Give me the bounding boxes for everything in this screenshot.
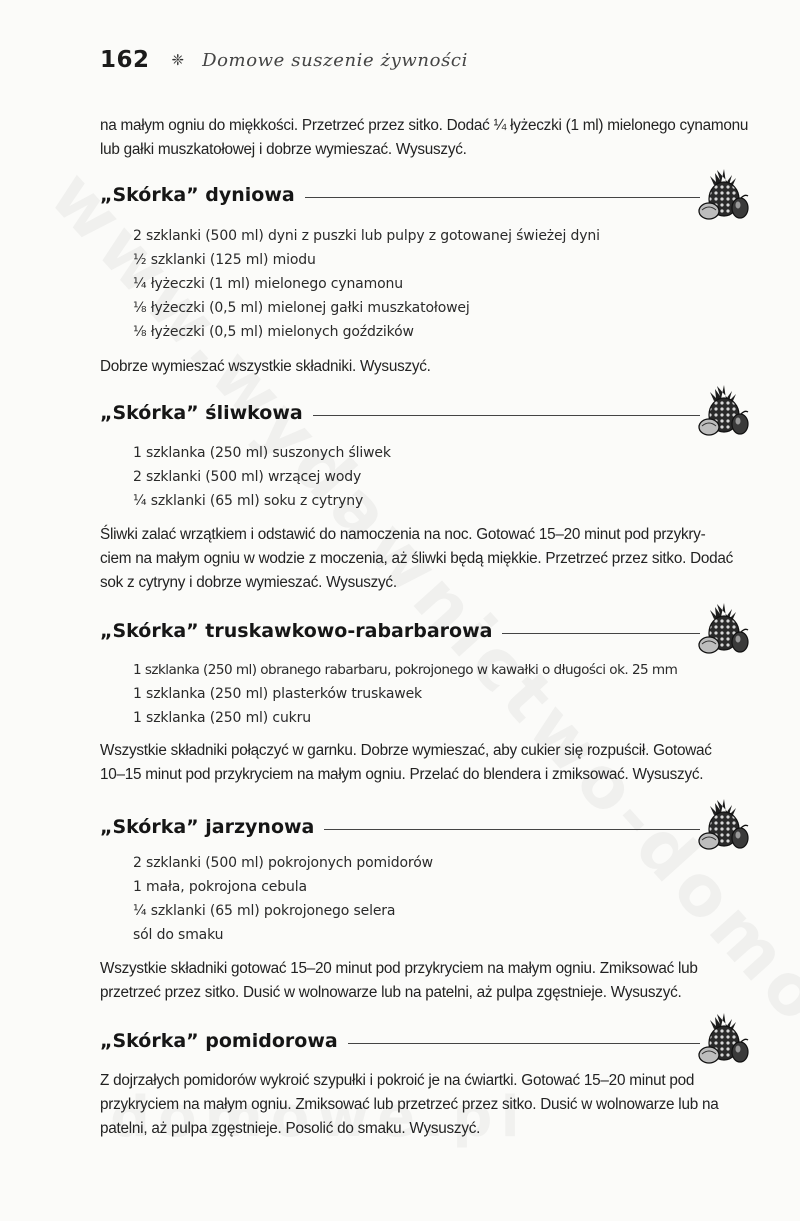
section-heading: „Skórka” truskawkowo-rabarbarowa	[100, 620, 493, 642]
text-line: Z dojrzałych pomidorów wykroić szypułki i pokroić je na ćwiartki. Gotować 15–20 minut pod	[100, 1072, 695, 1089]
text-line: Dobrze wymieszać wszystkie składniki. Wysuszyć.	[100, 358, 431, 375]
ornament-icon: ❈	[171, 52, 185, 69]
text-line: ciem na małym ogniu w wodzie z moczenia, aż śliwki będą miękkie. Przetrzeć przez sitko. Dodać	[100, 550, 734, 567]
heading-rule	[324, 829, 700, 830]
ingredient-item: ⅛ łyżeczki (0,5 ml) mielonych goździków	[133, 324, 414, 340]
method-paragraph	[100, 957, 750, 1005]
fruit-icon	[695, 1010, 753, 1066]
ingredient-item: ½ szklanki (125 ml) miodu	[133, 252, 316, 268]
method-paragraph	[100, 355, 750, 379]
running-header	[100, 42, 468, 78]
section-heading: „Skórka” dyniowa	[100, 184, 295, 206]
section-title-jarzynowa	[100, 816, 700, 838]
fruit-icon	[695, 382, 753, 438]
ingredients-list	[133, 851, 753, 947]
page-number: 162	[100, 47, 150, 73]
text-line: przykryciem na małym ogniu. Zmiksować lub przetrzeć przez sitko. Dusić w wolnowarze lub na	[100, 1096, 719, 1113]
ingredient-item: 2 szklanki (500 ml) pokrojonych pomidorów	[133, 855, 433, 871]
text-line: sok z cytryny i dobrze wymieszać. Wysuszyć.	[100, 574, 397, 591]
section-title-sliwkowa	[100, 402, 700, 424]
section-heading: „Skórka” pomidorowa	[100, 1030, 338, 1052]
ingredient-item: sól do smaku	[133, 927, 224, 943]
ingredient-item: 2 szklanki (500 ml) wrzącej wody	[133, 469, 362, 485]
text-line: lub gałki muszkatołowej i dobrze wymieszać. Wysuszyć.	[100, 141, 467, 158]
fruit-icon	[695, 600, 753, 656]
section-title-truskawkowo-rabarbarowa	[100, 620, 700, 642]
ingredient-item: ¼ szklanki (65 ml) pokrojonego selera	[133, 903, 396, 919]
text-line: Wszystkie składniki połączyć w garnku. Dobrze wymieszać, aby cukier się rozpuścił. Gotować	[100, 742, 712, 759]
section-title-dyniowa	[100, 184, 700, 206]
text-line: 10–15 minut pod przykryciem na małym ogniu. Przelać do blendera i zmiksować. Wysuszyć.	[100, 766, 704, 783]
text-line: patelni, aż pulpa zgęstnieje. Posolić do smaku. Wysuszyć.	[100, 1120, 481, 1137]
heading-rule	[313, 415, 700, 416]
ingredients-list	[133, 441, 753, 513]
ingredient-item: 1 szklanka (250 ml) obranego rabarbaru, pokrojonego w kawałki o długości ok. 25 mm	[133, 662, 678, 678]
ingredient-item: ¼ łyżeczki (1 ml) mielonego cynamonu	[133, 276, 403, 292]
ingredient-item: 1 szklanka (250 ml) cukru	[133, 710, 311, 726]
ingredient-item: 2 szklanki (500 ml) dyni z puszki lub pulpy z gotowanej świeżej dyni	[133, 228, 600, 244]
fruit-icon	[695, 796, 753, 852]
ingredient-item: 1 szklanka (250 ml) plasterków truskawek	[133, 686, 423, 702]
ingredient-item: ¼ szklanki (65 ml) soku z cytryny	[133, 493, 364, 509]
text-line: na małym ogniu do miękkości. Przetrzeć przez sitko. Dodać ¼ łyżeczki (1 ml) mielonego cynamonu	[100, 117, 749, 134]
book-title: Domowe suszenie żywności	[202, 49, 468, 71]
intro-paragraph	[100, 114, 750, 162]
ingredient-item: ⅛ łyżeczki (0,5 ml) mielonej gałki muszkatołowej	[133, 300, 470, 316]
method-paragraph	[100, 523, 750, 595]
text-line: Wszystkie składniki gotować 15–20 minut pod przykryciem na małym ogniu. Zmiksować lub	[100, 960, 698, 977]
heading-rule	[348, 1043, 700, 1044]
ingredient-item: 1 szklanka (250 ml) suszonych śliwek	[133, 445, 391, 461]
ingredient-item: 1 mała, pokrojona cebula	[133, 879, 307, 895]
section-heading: „Skórka” śliwkowa	[100, 402, 303, 424]
method-paragraph	[100, 739, 750, 787]
section-heading: „Skórka” jarzynowa	[100, 816, 315, 838]
method-paragraph	[100, 1069, 750, 1141]
text-line: przetrzeć przez sitko. Dusić w wolnowarze lub na patelni, aż pulpa zgęstnieje. Wysuszyć.	[100, 984, 682, 1001]
section-title-pomidorowa	[100, 1030, 700, 1052]
heading-rule	[502, 633, 700, 634]
ingredients-list	[133, 224, 753, 344]
text-line: Śliwki zalać wrzątkiem i odstawić do namoczenia na noc. Gotować 15–20 minut pod przykry-	[100, 526, 706, 543]
ingredients-list	[133, 658, 753, 730]
fruit-icon	[695, 166, 753, 222]
heading-rule	[305, 197, 700, 198]
